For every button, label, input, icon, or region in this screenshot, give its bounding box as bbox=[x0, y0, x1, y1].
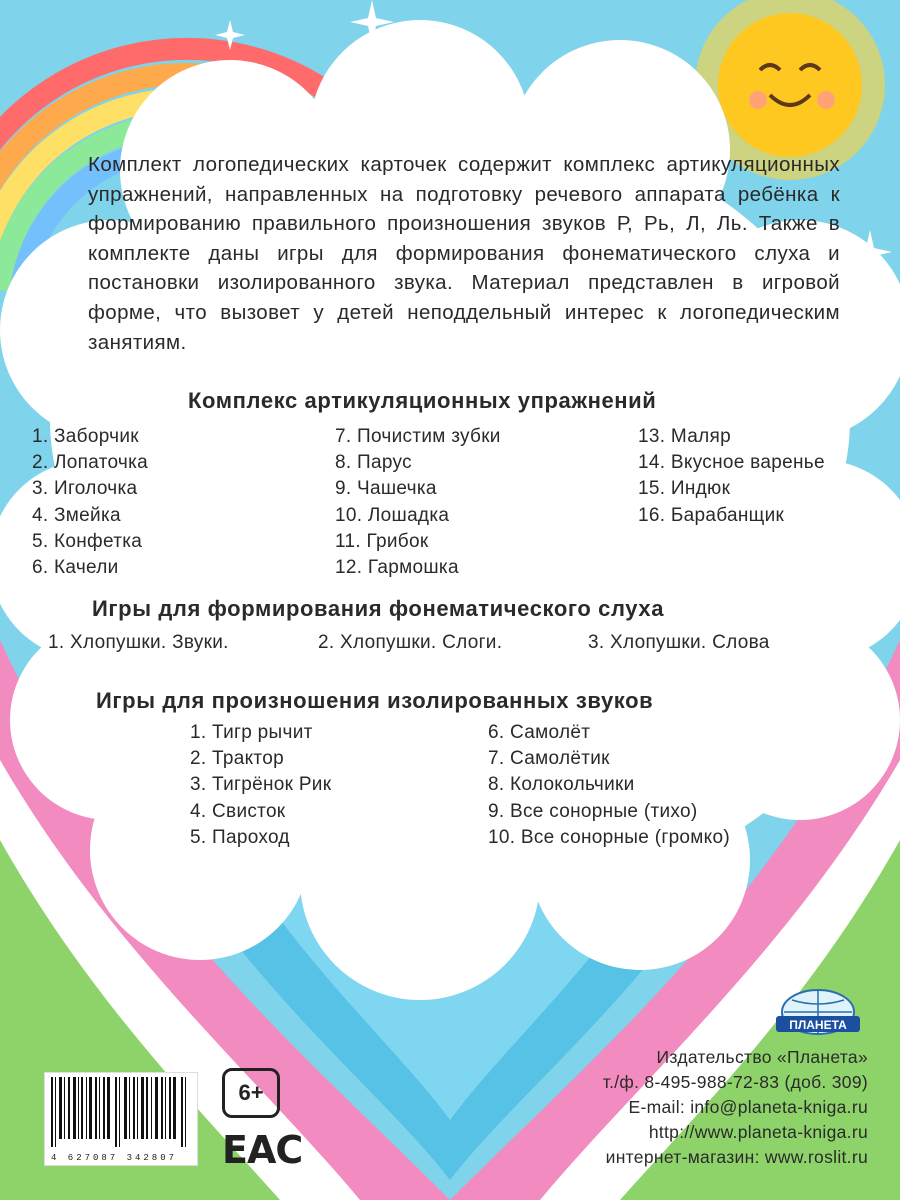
list-item: 8. Парус bbox=[335, 452, 412, 474]
list-item: 7. Почистим зубки bbox=[335, 426, 501, 447]
intro-text: Комплект логопедических карточек содержит комплекс артикуляционных упражнений, направленных на подготовку речевого аппарата ребёнка к формированию правильного произношения звуков Р, Рь, Л, Ль. Также в комплекте даны игры для формирования фонематического слуха и постановки изолированного звука. Материал представлен в игровой форме, что вызовет у детей неподдельный интерес к логопедическим занятиям. bbox=[88, 153, 840, 354]
barcode bbox=[44, 1072, 198, 1166]
list-item: 1. Заборчик bbox=[32, 426, 139, 447]
logo-text: ПЛАНЕТА bbox=[789, 1018, 847, 1032]
list-item: 9. Чашечка bbox=[335, 478, 437, 500]
list-item: 6. Самолёт bbox=[488, 722, 591, 743]
section-heading-isolated-sounds: Игры для произношения изолированных звуков bbox=[96, 688, 654, 713]
list-item: 5. Конфетка bbox=[32, 530, 143, 552]
section-heading-phonemic: Игры для формирования фонематического слуха bbox=[92, 596, 665, 621]
list-item: 9. Все сонорные (тихо) bbox=[488, 800, 698, 822]
isolated-list-col1 bbox=[190, 720, 331, 851]
list-item: 15. Индюк bbox=[638, 478, 731, 500]
barcode-bars bbox=[45, 1073, 197, 1151]
barcode-number: 4 627087 342807 bbox=[51, 1153, 178, 1163]
list-item: 1. Тигр рычит bbox=[190, 722, 313, 743]
list-item: 4. Змейка bbox=[32, 504, 121, 526]
articulation-list-col1 bbox=[32, 424, 148, 581]
age-rating-badge: 6+ bbox=[222, 1068, 280, 1118]
list-item: 14. Вкусное варенье bbox=[638, 452, 825, 474]
list-item: 2. Трактор bbox=[190, 748, 284, 770]
list-item: 7. Самолётик bbox=[488, 748, 610, 770]
publisher-shop: интернет-магазин: www.roslit.ru bbox=[605, 1147, 868, 1167]
planeta-logo bbox=[772, 988, 864, 1040]
phonemic-item: 1. Хлопушки. Звуки. bbox=[48, 632, 229, 653]
list-item: 6. Качели bbox=[32, 556, 119, 578]
publisher-email: E-mail: info@planeta-kniga.ru bbox=[628, 1097, 868, 1117]
articulation-list-col2 bbox=[335, 424, 501, 581]
list-item: 10. Все сонорные (громко) bbox=[488, 826, 730, 848]
publisher-name: Издательство «Планета» bbox=[656, 1047, 868, 1067]
list-item: 11. Грибок bbox=[335, 530, 429, 552]
list-item: 16. Барабанщик bbox=[638, 504, 785, 526]
eac-mark: ЕАС bbox=[222, 1128, 303, 1172]
list-item: 13. Маляр bbox=[638, 426, 731, 447]
phonemic-item: 2. Хлопушки. Слоги. bbox=[318, 632, 503, 653]
list-item: 8. Колокольчики bbox=[488, 774, 635, 796]
list-item: 10. Лошадка bbox=[335, 504, 450, 526]
list-item: 3. Тигрёнок Рик bbox=[190, 774, 332, 796]
publisher-phone: т./ф. 8-495-988-72-83 (доб. 309) bbox=[602, 1072, 868, 1092]
publisher-website: http://www.planeta-kniga.ru bbox=[648, 1122, 868, 1142]
list-item: 2. Лопаточка bbox=[32, 452, 149, 474]
phonemic-item: 3. Хлопушки. Слова bbox=[588, 632, 770, 653]
intro-paragraph bbox=[88, 150, 840, 357]
publisher-contacts bbox=[603, 1045, 868, 1170]
isolated-list-col2 bbox=[488, 720, 730, 851]
articulation-list-col3 bbox=[638, 424, 825, 529]
section-heading-articulation: Комплекс артикуляционных упражнений bbox=[188, 388, 657, 413]
list-item: 5. Пароход bbox=[190, 826, 290, 848]
list-item: 12. Гармошка bbox=[335, 556, 459, 578]
list-item: 3. Иголочка bbox=[32, 478, 138, 500]
list-item: 4. Свисток bbox=[190, 800, 286, 822]
